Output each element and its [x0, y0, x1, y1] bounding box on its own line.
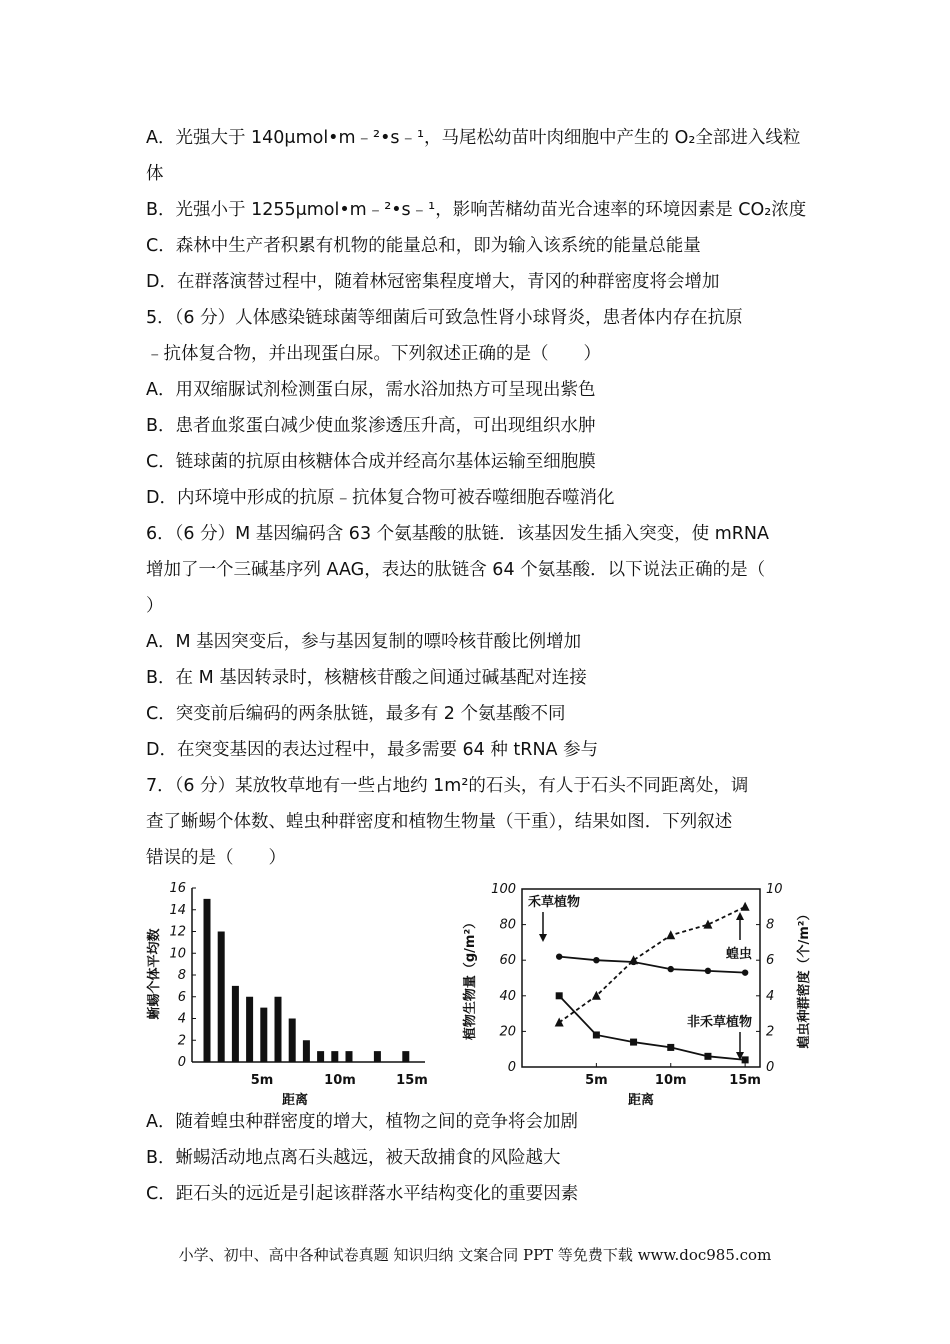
x-tick-label: 15m: [396, 1073, 428, 1088]
locust-point: [555, 1018, 564, 1027]
y-left-axis-label: 植物生物量（g/m²）: [463, 915, 478, 1041]
grass-point: [705, 968, 711, 974]
grass-point: [668, 966, 674, 972]
bar: [289, 1019, 296, 1063]
text-line: B．在 M 基因转录时，核糖核苷酸之间通过碱基配对连接: [146, 668, 587, 688]
y-right-tick-label: 10: [766, 882, 783, 897]
y-tick-label: 6: [177, 989, 186, 1005]
x-tick-label: 5m: [585, 1073, 608, 1088]
bar: [246, 997, 253, 1062]
y-axis-label: 蜥蜴个体平均数: [147, 928, 162, 1020]
y-left-tick-label: 100: [491, 882, 516, 897]
y-tick-label: 2: [177, 1033, 186, 1049]
arrow-locust-head: [736, 912, 744, 920]
bar: [346, 1051, 353, 1062]
nongrass-point: [630, 1039, 637, 1046]
y-right-tick-label: 4: [766, 988, 775, 1004]
y-tick-label: 16: [169, 881, 186, 896]
y-right-tick-label: 6: [766, 953, 775, 969]
y-left-tick-label: 60: [499, 953, 516, 969]
y-right-tick-label: 0: [766, 1060, 775, 1075]
bar: [260, 1008, 267, 1062]
text-line: 增加了一个三碱基序列 AAG，表达的肽链含 64 个氨基酸．以下说法正确的是（: [146, 560, 766, 580]
bar: [275, 997, 282, 1062]
series-label-grass: 禾草植物: [528, 895, 581, 910]
bar: [317, 1051, 324, 1062]
grass-point: [593, 957, 599, 963]
text-line: ）: [146, 596, 164, 616]
bar: [303, 1040, 310, 1062]
series-label-nongrass: 非禾草植物: [686, 1015, 752, 1030]
arrow-grass-head: [539, 934, 547, 942]
option-line: C．距石头的远近是引起该群落水平结构变化的重要因素: [146, 1184, 579, 1204]
locust-point: [703, 920, 712, 929]
bar: [218, 932, 225, 1063]
nongrass-point: [667, 1044, 674, 1051]
x-tick-label: 10m: [324, 1073, 356, 1088]
text-line: C．链球菌的抗原由核糖体合成并经高尔基体运输至细胞膜: [146, 452, 596, 472]
page-footer[interactable]: 小学、初中、高中各种试卷真题 知识归纳 文案合同 PPT 等免费下载 www.doc985.com: [178, 1246, 772, 1264]
option-line: A．随着蝗虫种群密度的增大，植物之间的竞争将会加剧: [146, 1112, 578, 1132]
bar: [374, 1051, 381, 1062]
bar: [402, 1051, 409, 1062]
text-line: B．光强小于 1255μmol•m﹣²•s﹣¹，影响苦槠幼苗光合速率的环境因素是 CO₂浓度: [146, 200, 807, 220]
x-tick-label: 15m: [729, 1073, 761, 1088]
option-line: B．蜥蜴活动地点离石头越远，被天敌捕食的风险越大: [146, 1148, 561, 1168]
lizard-bar-chart: [147, 872, 440, 1108]
y-tick-label: 12: [169, 924, 186, 940]
grass-point: [742, 969, 748, 975]
y-right-tick-label: 2: [766, 1024, 775, 1040]
nongrass-point: [742, 1056, 749, 1063]
text-line: B．患者血浆蛋白减少使血浆渗透压升高，可出现组织水肿: [146, 416, 596, 436]
text-line: 5．（6 分）人体感染链球菌等细菌后可致急性肾小球肾炎，患者体内存在抗原: [146, 308, 743, 328]
text-line: 体: [146, 164, 164, 184]
x-tick-label: 5m: [250, 1073, 274, 1088]
y-left-tick-label: 20: [499, 1024, 516, 1040]
text-line: A．用双缩脲试剂检测蛋白尿，需水浴加热方可呈现出紫色: [146, 380, 596, 400]
text-line: 7．（6 分）某放牧草地有一些占地约 1m²的石头，有人于石头不同距离处，调: [146, 776, 749, 796]
y-right-tick-label: 8: [766, 917, 775, 933]
y-tick-label: 4: [177, 1011, 186, 1027]
y-tick-label: 10: [169, 946, 186, 962]
nongrass-point: [704, 1053, 711, 1060]
text-line: D．在群落演替过程中，随着林冠密集程度增大，青冈的种群密度将会增加: [146, 272, 720, 292]
bar: [232, 986, 239, 1062]
locust-point: [629, 955, 638, 964]
x-tick-label: 10m: [654, 1073, 687, 1088]
y-tick-label: 0: [177, 1055, 186, 1070]
nongrass-point: [556, 992, 563, 999]
bar: [204, 899, 211, 1062]
locust-point: [666, 930, 675, 939]
x-axis-label: 距离: [281, 1093, 309, 1108]
charts-area: [147, 872, 830, 1108]
y-left-tick-label: 40: [499, 988, 516, 1004]
y-tick-label: 8: [177, 968, 186, 983]
text-line: 查了蜥蜴个体数、蝗虫种群密度和植物生物量（干重），结果如图．下列叙述: [146, 812, 733, 832]
plot-frame: [522, 889, 760, 1067]
biomass-line-chart: [460, 872, 820, 1108]
bar: [331, 1051, 338, 1062]
text-line: D．在突变基因的表达过程中，最多需要 64 种 tRNA 参与: [146, 740, 599, 760]
text-line: ﹣抗体复合物，并出现蛋白尿。下列叙述正确的是（ ）: [146, 344, 601, 364]
text-line: C．突变前后编码的两条肽链，最多有 2 个氨基酸不同: [146, 704, 566, 724]
text-line: A．光强大于 140μmol•m﹣²•s﹣¹，马尾松幼苗叶肉细胞中产生的 O₂全部进入线粒: [146, 128, 801, 148]
x-axis-label: 距离: [627, 1093, 655, 1108]
text-line: D．内环境中形成的抗原﹣抗体复合物可被吞噬细胞吞噬消化: [146, 488, 615, 508]
y-tick-label: 14: [169, 902, 186, 918]
grass-point: [556, 953, 562, 959]
y-left-tick-label: 0: [507, 1060, 516, 1075]
y-right-axis-label: 蝗虫种群密度（个/m²）: [797, 907, 812, 1049]
y-left-tick-label: 80: [499, 917, 516, 933]
series-label-locust: 蝗虫: [725, 947, 752, 962]
series-grass-line: [559, 957, 745, 973]
text-line: 错误的是（ ）: [146, 848, 286, 868]
text-line: 6．（6 分）M 基因编码含 63 个氨基酸的肽链．该基因发生插入突变，使 mRNA: [146, 524, 769, 544]
text-line: A．M 基因突变后，参与基因复制的嘌呤核苷酸比例增加: [146, 632, 582, 652]
locust-point: [741, 902, 750, 911]
text-line: C．森林中生产者积累有机物的能量总和，即为输入该系统的能量总能量: [146, 236, 701, 256]
nongrass-point: [593, 1031, 600, 1038]
